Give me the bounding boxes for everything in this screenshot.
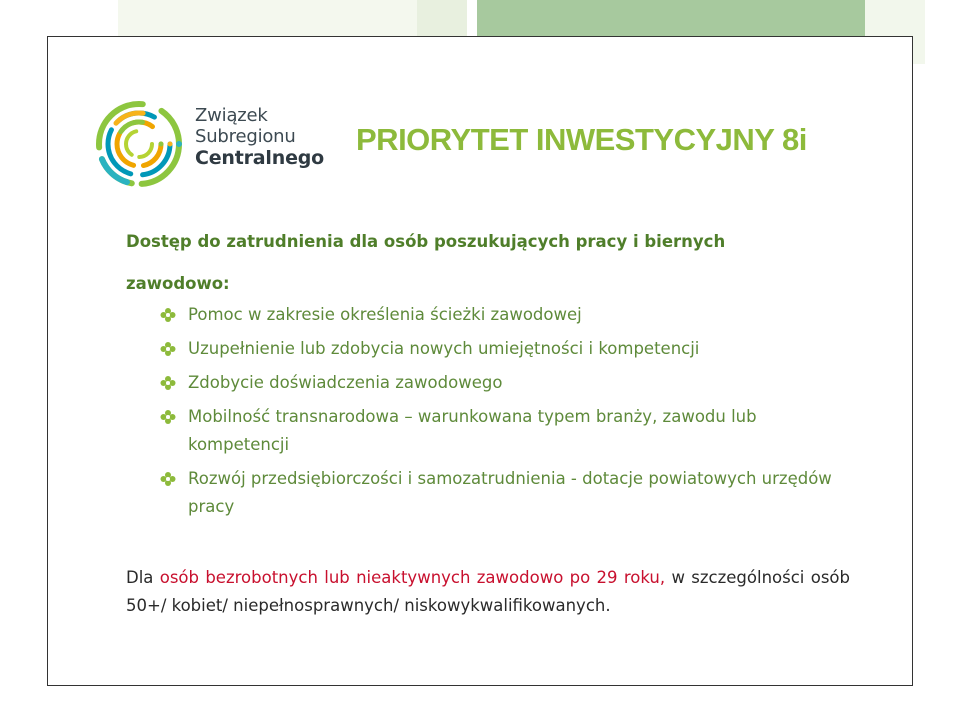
list-item-text: Pomoc w zakresie określenia ścieżki zawodowej [188,305,582,324]
flower-bullet-icon [160,410,176,424]
logo-line-2: Subregionu [195,126,296,147]
list-item [160,335,850,363]
list-item [160,465,850,521]
bottom-prefix: Dla [126,568,160,587]
flower-bullet-icon [160,308,176,322]
page-title: PRIORYTET INWESTYCYJNY 8i [356,122,807,157]
list-item-text: Uzupełnienie lub zdobycia nowych umiejętności i kompetencji [188,339,700,358]
logo-line-3: Centralnego [195,147,325,169]
list-item [160,403,850,459]
bottom-suffix: w szczególności osób 50+/ kobiet/ niepełnosprawnych/ niskowykwalifikowanych. [126,568,850,615]
logo-wordmark [195,107,324,170]
flower-bullet-icon [160,472,176,486]
list-item-text: Rozwój przedsiębiorczości i samozatrudnienia - dotacje powiatowych urzędów pracy [188,469,832,516]
lead-heading: Dostęp do zatrudnienia dla osób poszukujących pracy i biernych zawodowo: [126,232,726,293]
target-group-paragraph [126,564,850,620]
flower-bullet-icon [160,342,176,356]
flower-bullet-icon [160,376,176,390]
logo-line-1: Związek [195,105,268,126]
bottom-highlight: osób bezrobotnych lub nieaktywnych zawodowo po 29 roku, [159,568,666,587]
list-item-text: Zdobycie doświadczenia zawodowego [188,373,503,392]
list-item [160,369,850,397]
list-item-text: Mobilność transnarodowa – warunkowana typem branży, zawodu lub kompetencji [188,407,757,454]
bullet-list [160,301,850,527]
list-item [160,301,850,329]
logo-rings-icon [94,98,186,190]
organization-logo [94,98,324,190]
